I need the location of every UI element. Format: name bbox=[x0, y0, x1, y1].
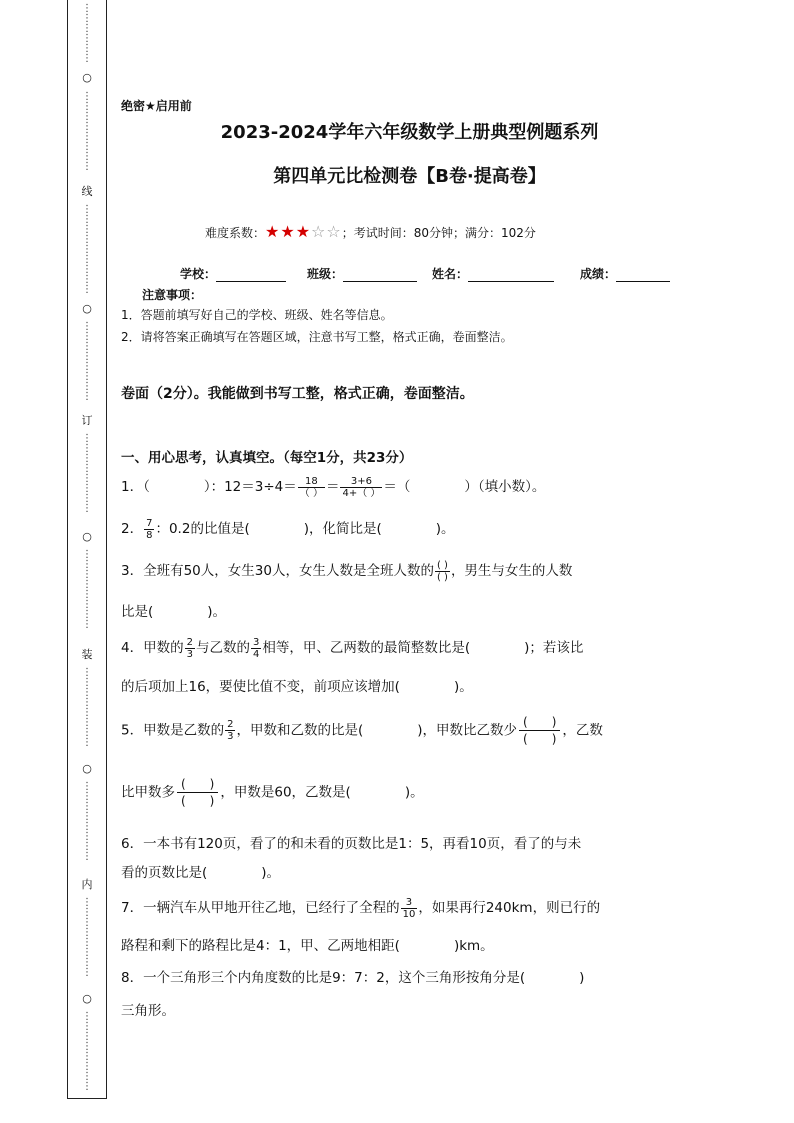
binding-label-line: 线 bbox=[81, 185, 93, 198]
q2-num: 2． bbox=[121, 521, 144, 537]
star-empty-icon: ☆☆ bbox=[311, 222, 342, 241]
fraction: $\frac{3}{4}$ bbox=[252, 636, 260, 660]
binding-circle: ○ bbox=[82, 302, 92, 315]
answer-fraction-blank[interactable]: ( ) ( ) bbox=[519, 714, 560, 747]
q4-text-2: 与乙数的 bbox=[195, 640, 250, 656]
question-3 bbox=[121, 559, 572, 583]
question-7 bbox=[121, 896, 600, 920]
section-heading: 一、用心思考，认真填空。（每空1分，共23分） bbox=[121, 450, 413, 466]
binding-dots: ⋮ ⋮ ⋮ ⋮ ⋮ ⋮ bbox=[82, 3, 92, 64]
star-filled-icon: ★★★ bbox=[265, 222, 312, 241]
fraction: $\frac{2}{3}$ bbox=[186, 636, 193, 660]
difficulty-stars bbox=[265, 222, 342, 241]
q5-text-4: 比甲数多 bbox=[121, 784, 175, 801]
question-2 bbox=[121, 517, 455, 541]
fraction: $\frac{2}{3}$ bbox=[227, 719, 234, 742]
q2-text: ：0.2的比值是( )，化简比是( )。 bbox=[155, 521, 455, 537]
score-field[interactable] bbox=[580, 265, 670, 282]
q4-text: 4．甲数的 bbox=[121, 640, 184, 656]
question-4 bbox=[121, 636, 583, 660]
binding-dots: ⋮ ⋮ ⋮ ⋮ ⋮ ⋮ ⋮ ⋮ bbox=[82, 549, 92, 630]
q5-text-5: ，甲数是60，乙数是( )。 bbox=[220, 784, 424, 801]
binding-dots: ⋮ ⋮ ⋮ ⋮ ⋮ ⋮ ⋮ ⋮ bbox=[82, 897, 92, 978]
question-7-cont: 路程和剩下的路程比是4：1，甲、乙两地相距( )km。 bbox=[121, 938, 494, 954]
fraction: $\frac{18}{( )}$ bbox=[299, 475, 323, 499]
question-5 bbox=[121, 714, 603, 747]
fraction: $\frac{3}{10}$ bbox=[402, 896, 416, 920]
page-title: 2023-2024学年六年级数学上册典型例题系列 bbox=[220, 122, 599, 143]
binding-label-order: 订 bbox=[81, 414, 93, 427]
binding-dots: ⋮ ⋮ ⋮ ⋮ ⋮ ⋮ ⋮ ⋮ bbox=[82, 1011, 92, 1092]
binding-circle: ○ bbox=[82, 762, 92, 775]
binding-circle: ○ bbox=[82, 530, 92, 543]
q7-text-2: ，如果再行240km，则已行的 bbox=[418, 900, 601, 916]
exam-time-score: ；考试时间：80分钟；满分：102分 bbox=[341, 226, 536, 240]
difficulty-label: 难度系数： bbox=[205, 226, 266, 240]
class-field[interactable] bbox=[307, 265, 417, 282]
q3-text: 3．全班有50人，女生30人，女生人数是全班人数的 bbox=[121, 563, 434, 579]
binding-circle: ○ bbox=[82, 71, 92, 84]
class-label: 班级： bbox=[307, 267, 344, 281]
binding-circle: ○ bbox=[82, 992, 92, 1005]
q1-tail: ＝（ ）（填小数）。 bbox=[383, 479, 546, 495]
question-8-cont: 三角形。 bbox=[121, 1003, 175, 1019]
fraction: $\frac{3+6}{4+( )}$ bbox=[342, 475, 381, 499]
exam-meta bbox=[205, 222, 536, 241]
binding-dots: ⋮ ⋮ ⋮ ⋮ ⋮ ⋮ ⋮ ⋮ bbox=[82, 781, 92, 862]
score-label: 成绩： bbox=[580, 267, 617, 281]
question-4-cont: 的后项加上16，要使比值不变，前项应该增加( )。 bbox=[121, 679, 473, 695]
binding-dots: ⋮ ⋮ ⋮ ⋮ ⋮ ⋮ ⋮ ⋮ bbox=[82, 667, 92, 748]
binding-label-inner: 内 bbox=[81, 878, 93, 891]
binding-dots: ⋮ ⋮ ⋮ ⋮ ⋮ ⋮ ⋮ ⋮ bbox=[82, 91, 92, 172]
q4-text-3: 相等，甲、乙两数的最简整数比是( )；若该比 bbox=[262, 640, 584, 656]
question-8: 8．一个三角形三个内角度数的比是9：7：2，这个三角形按角分是( ) bbox=[121, 970, 585, 986]
q5-text-3: ，乙数 bbox=[562, 722, 603, 739]
q1-text: 1．（ ）：12＝3÷4＝ bbox=[121, 479, 297, 495]
q1-eq: ＝ bbox=[325, 479, 340, 495]
page-subtitle: 第四单元比检测卷【B卷·提高卷】 bbox=[273, 166, 546, 187]
notice-item-2: 2．请将答案正确填写在答题区域，注意书写工整，格式正确，卷面整洁。 bbox=[121, 330, 513, 344]
question-1 bbox=[121, 475, 545, 499]
answer-fraction-blank[interactable]: ( ) ( ) bbox=[177, 776, 218, 809]
fraction: $\frac{( )}{( )}$ bbox=[436, 559, 448, 583]
binding-dots: ⋮ ⋮ ⋮ ⋮ ⋮ ⋮ ⋮ ⋮ ⋮ bbox=[82, 204, 92, 295]
notice-item-1: 1．答题前填写好自己的学校、班级、姓名等信息。 bbox=[121, 308, 393, 322]
question-3-cont: 比是( )。 bbox=[121, 604, 227, 620]
name-field[interactable] bbox=[432, 265, 554, 282]
question-6-cont: 看的页数比是( )。 bbox=[121, 865, 281, 881]
binding-dots: ⋮ ⋮ ⋮ ⋮ ⋮ ⋮ ⋮ ⋮ bbox=[82, 321, 92, 402]
question-5-cont bbox=[121, 776, 424, 809]
q5-text-2: ，甲数和乙数的比是( )，甲数比乙数少 bbox=[236, 722, 518, 739]
name-label: 姓名： bbox=[432, 267, 469, 281]
fraction: $\frac{7}{8}$ bbox=[146, 517, 153, 541]
q3-text-2: ，男生与女生的人数 bbox=[450, 563, 573, 579]
binding-dots: ⋮ ⋮ ⋮ ⋮ ⋮ ⋮ ⋮ ⋮ bbox=[82, 433, 92, 514]
secret-label: 绝密★启用前 bbox=[121, 99, 192, 113]
school-field[interactable] bbox=[180, 265, 286, 282]
binding-label-bind: 装 bbox=[81, 648, 93, 661]
q7-text: 7．一辆汽车从甲地开往乙地，已经行了全程的 bbox=[121, 900, 400, 916]
question-6: 6．一本书有120页，看了的和未看的页数比是1：5，再看10页，看了的与未 bbox=[121, 836, 582, 852]
notice-title: 注意事项： bbox=[142, 288, 203, 302]
school-label: 学校： bbox=[180, 267, 217, 281]
neatness-statement: 卷面（2分）。我能做到书写工整，格式正确，卷面整洁。 bbox=[121, 386, 474, 402]
q5-text: 5．甲数是乙数的 bbox=[121, 722, 225, 739]
